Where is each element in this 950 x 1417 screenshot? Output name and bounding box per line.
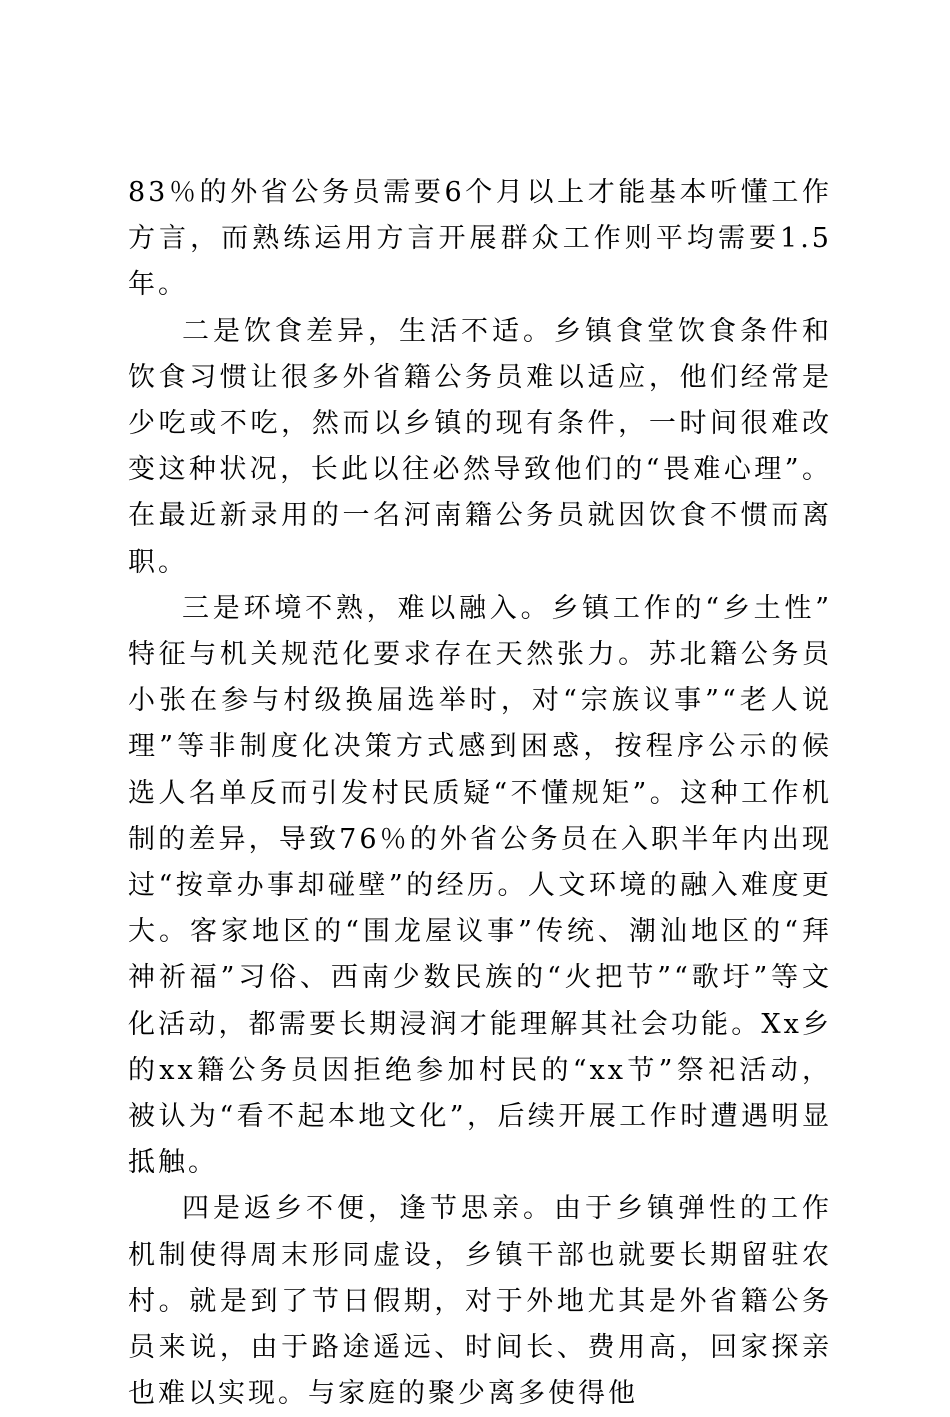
body-text [128, 170, 832, 1417]
paragraph-dialect-stats: 83％的外省公务员需要6个月以上才能基本听懂工作方言，而熟练运用方言开展群众工作则平均需要1.5年。 [128, 177, 832, 301]
paragraph-homesickness: 四是返乡不便，逢节思亲。由于乡镇弹性的工作机制使得周末形同虚设，乡镇干部也就要长期留驻农村。就是到了节日假期，对于外地尤其是外省籍公务员来说，由于路途遥远、时间长、费用高，回家探亲也难以实现。与家庭的聚少离多使得他 [128, 1193, 832, 1410]
paragraph-diet-differences: 二是饮食差异，生活不适。乡镇食堂饮食条件和饮食习惯让很多外省籍公务员难以适应，他们经常是少吃或不吃，然而以乡镇的现有条件，一时间很难改变这种状况，长此以往必然导致他们的“畏难心理”。在最近新录用的一名河南籍公务员就因饮食不惯而离职。 [128, 315, 832, 578]
paragraph-environment-integration: 三是环境不熟，难以融入。乡镇工作的“乡土性”特征与机关规范化要求存在天然张力。苏北籍公务员小张在参与村级换届选举时，对“宗族议事”“老人说理”等非制度化决策方式感到困惑，按程序公示的候选人名单反而引发村民质疑“不懂规矩”。这种工作机制的差异，导致76％的外省公务员在入职半年内出现过“按章办事却碰壁”的经历。人文环境的融入难度更大。客家地区的“围龙屋议事”传统、潮汕地区的“拜神祈福”习俗、西南少数民族的“火把节”“歌圩”等文化活动，都需要长期浸润才能理解其社会功能。Xx乡的xx籍公务员因拒绝参加村民的“xx节”祭祀活动，被认为“看不起本地文化”，后续开展工作时遭遇明显抵触。 [128, 592, 832, 1179]
